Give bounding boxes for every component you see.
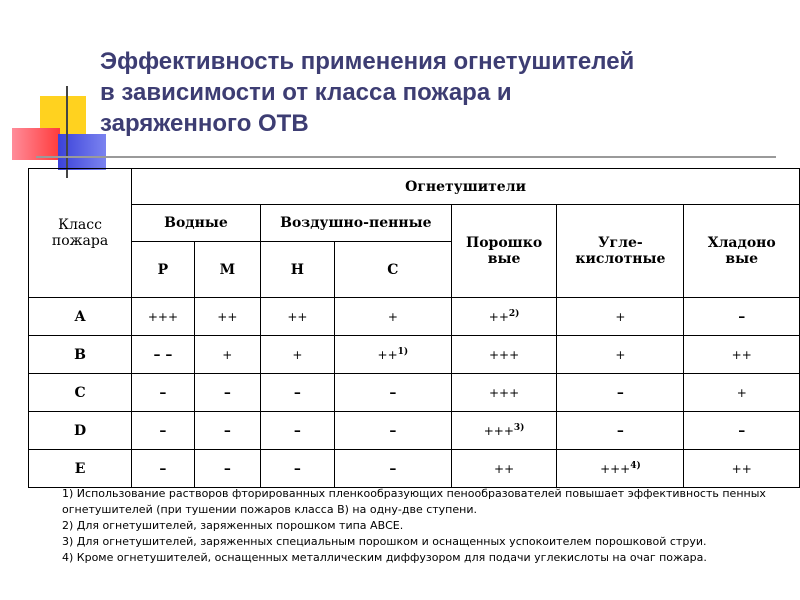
cell-freon: ++ — [684, 336, 800, 374]
row-class: B — [29, 336, 132, 374]
title-line-1: Эффективность применения огнетушителей — [100, 48, 635, 75]
cell-n: – — [260, 450, 334, 488]
cell-n: ++ — [260, 298, 334, 336]
cell-powder: ++$^{2)}$ — [451, 298, 557, 336]
cell-m: + — [194, 336, 260, 374]
cell-m: – — [194, 450, 260, 488]
table-row — [29, 298, 800, 336]
footnote-4: 4) Кроме огнетушителей, оснащенных металлическим диффузором для подачи углекислоты на очаг пожара. — [62, 551, 707, 564]
cell-n: + — [260, 336, 334, 374]
sub-header-r: Р — [132, 242, 195, 298]
cell-powder: +++ — [451, 374, 557, 412]
cell-n: – — [260, 374, 334, 412]
cell-s: – — [334, 374, 451, 412]
cell-co2: – — [557, 412, 684, 450]
water-header: Водные — [132, 205, 261, 242]
foam-header: Воздушно-пенные — [260, 205, 451, 242]
cell-m: – — [194, 374, 260, 412]
footnotes — [62, 486, 792, 566]
footnote-1: 1) Использование растворов фторированных пленкообразующих пенообразователей повышает эффективность пенных огнетушителей (при тушении пожаров класса В) на одну-две ступени. — [62, 487, 766, 516]
cell-s: – — [334, 450, 451, 488]
cell-s: ++$^{1)}$ — [334, 336, 451, 374]
footnote-3: 3) Для огнетушителей, заряженных специальным порошком и оснащенных успокоителем порошковой струи. — [62, 535, 707, 548]
extinguishers-header: Огнетушители — [132, 169, 800, 205]
cell-m: – — [194, 412, 260, 450]
class-header: Класс пожара — [29, 169, 132, 298]
row-class: E — [29, 450, 132, 488]
cell-freon: – — [684, 298, 800, 336]
footnote-ref: 4) — [630, 460, 641, 471]
decor-vertical-line — [66, 86, 68, 178]
cell-freon: + — [684, 374, 800, 412]
title-line-3: заряженного ОТВ — [100, 110, 309, 137]
row-class: C — [29, 374, 132, 412]
table-row — [29, 412, 800, 450]
cell-s: – — [334, 412, 451, 450]
cell-powder: ++ — [451, 450, 557, 488]
table-row — [29, 336, 800, 374]
cell-m: ++ — [194, 298, 260, 336]
title-divider — [36, 156, 776, 158]
cell-co2: – — [557, 374, 684, 412]
cell-co2: + — [557, 298, 684, 336]
cell-s: + — [334, 298, 451, 336]
co2-header: Угле-кислотные — [557, 205, 684, 298]
sub-header-n: Н — [260, 242, 334, 298]
powder-header: Порошко вые — [451, 205, 557, 298]
cell-freon: ++ — [684, 450, 800, 488]
sub-header-s: С — [334, 242, 451, 298]
cell-powder: +++ — [451, 336, 557, 374]
row-class: D — [29, 412, 132, 450]
title-line-2: в зависимости от класса пожара и — [100, 79, 512, 106]
extinguisher-effectiveness-table — [28, 168, 800, 488]
cell-n: – — [260, 412, 334, 450]
cell-co2: + — [557, 336, 684, 374]
cell-r: – — [132, 412, 195, 450]
slide-title — [100, 46, 790, 139]
table-row — [29, 374, 800, 412]
cell-r: – — [132, 374, 195, 412]
footnote-ref: 1) — [397, 346, 409, 357]
footnote-2: 2) Для огнетушителей, заряженных порошком типа АВСЕ. — [62, 519, 404, 532]
cell-powder: +++$^{3)}$ — [451, 412, 557, 450]
cell-r: +++ — [132, 298, 195, 336]
footnote-ref: 3) — [513, 422, 525, 433]
cell-co2: +++$^{4)}$ — [557, 450, 684, 488]
cell-r: – — [132, 450, 195, 488]
sub-header-m: М — [194, 242, 260, 298]
cell-freon: – — [684, 412, 800, 450]
table-row — [29, 450, 800, 488]
row-class: A — [29, 298, 132, 336]
cell-r: – – — [132, 336, 195, 374]
footnote-ref: 2) — [508, 308, 520, 319]
freon-header: Хладоно вые — [684, 205, 800, 298]
